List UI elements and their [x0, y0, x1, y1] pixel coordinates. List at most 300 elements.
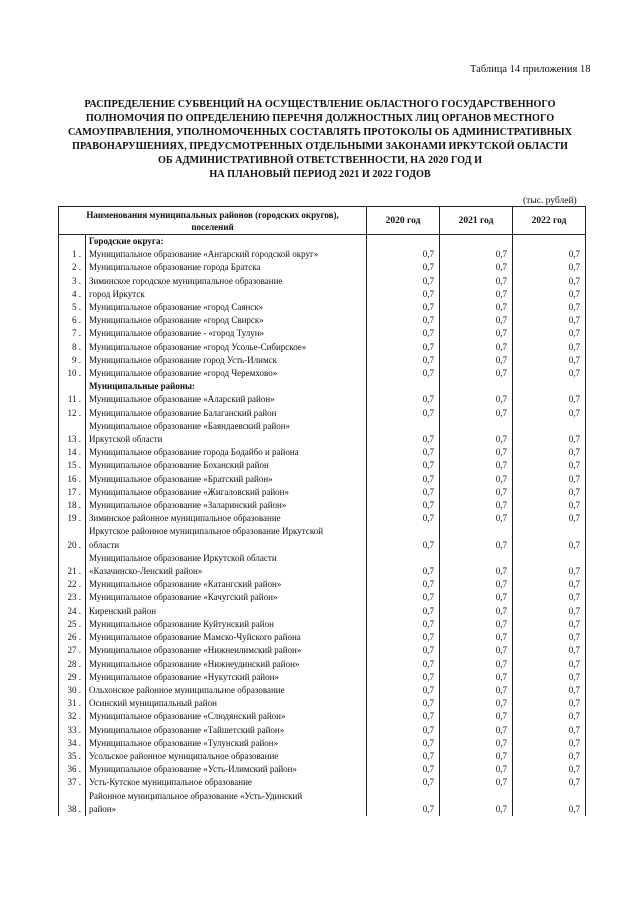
- table-row: [59, 248, 586, 261]
- title-line: ОБ АДМИНИСТРАТИВНОЙ ОТВЕТСТВЕННОСТИ, НА 2020 ГОД И: [157, 155, 483, 166]
- section-title: [86, 380, 367, 393]
- value-2020: 0,7: [367, 591, 440, 604]
- value-2021: 0,7: [440, 552, 513, 578]
- value-2021: [440, 235, 513, 249]
- value-2022: 0,7: [513, 671, 586, 684]
- value-2022: 0,7: [513, 473, 586, 486]
- municipality-name: [86, 301, 367, 314]
- municipality-name-line: район»: [89, 803, 117, 814]
- value-2020: 0,7: [367, 750, 440, 763]
- value-2022: 0,7: [513, 327, 586, 340]
- value-2021: 0,7: [440, 288, 513, 301]
- section-header-row: [59, 380, 586, 393]
- value-2020: 0,7: [367, 261, 440, 274]
- value-2022: 0,7: [513, 658, 586, 671]
- row-number: 11 .: [59, 393, 86, 406]
- value-2021: 0,7: [440, 671, 513, 684]
- municipality-name-line: Муниципальное образование «Слюдянский район»: [89, 711, 286, 722]
- table-row: [59, 446, 586, 459]
- value-2022: 0,7: [513, 578, 586, 591]
- municipality-name-line: Муниципальное образование «Качугский район»: [89, 592, 278, 603]
- value-2020: 0,7: [367, 314, 440, 327]
- value-2021: 0,7: [440, 393, 513, 406]
- municipality-name: [86, 776, 367, 789]
- row-number: 3 .: [59, 275, 86, 288]
- row-number: 10 .: [59, 367, 86, 380]
- value-2020: 0,7: [367, 618, 440, 631]
- municipality-name-line: «Казачинско-Ленский район»: [89, 566, 203, 577]
- municipality-name: [86, 644, 367, 657]
- row-number: 35 .: [59, 750, 86, 763]
- value-2022: 0,7: [513, 631, 586, 644]
- table-row: [59, 512, 586, 525]
- municipality-name: [86, 671, 367, 684]
- municipality-name: [86, 446, 367, 459]
- row-number: 37 .: [59, 776, 86, 789]
- title-line: НА ПЛАНОВЫЙ ПЕРИОД 2021 И 2022 ГОДОВ: [209, 169, 431, 180]
- row-number: 5 .: [59, 301, 86, 314]
- table-header-row: [59, 207, 586, 235]
- subsidy-table: [58, 206, 586, 816]
- value-2020: 0,7: [367, 473, 440, 486]
- value-2021: 0,7: [440, 341, 513, 354]
- municipality-name-line: Муниципальное образование «Жигаловский район»: [89, 486, 289, 497]
- column-header-name-line: Наименования муниципальных районов (городских округов),: [86, 209, 339, 220]
- value-2021: 0,7: [440, 710, 513, 723]
- row-number: 14 .: [59, 446, 86, 459]
- value-2021: 0,7: [440, 605, 513, 618]
- value-2020: 0,7: [367, 486, 440, 499]
- value-2021: 0,7: [440, 473, 513, 486]
- municipality-name-line: Муниципальное образование «Ангарский городской округ»: [89, 249, 319, 260]
- value-2021: 0,7: [440, 763, 513, 776]
- value-2020: 0,7: [367, 552, 440, 578]
- value-2020: 0,7: [367, 697, 440, 710]
- municipality-name: [86, 763, 367, 776]
- value-2022: 0,7: [513, 763, 586, 776]
- table-row: [59, 578, 586, 591]
- value-2020: 0,7: [367, 644, 440, 657]
- value-2021: 0,7: [440, 776, 513, 789]
- municipality-name: [86, 618, 367, 631]
- value-2020: 0,7: [367, 248, 440, 261]
- value-2022: 0,7: [513, 499, 586, 512]
- value-2020: 0,7: [367, 301, 440, 314]
- value-2020: 0,7: [367, 684, 440, 697]
- row-number: [59, 235, 86, 249]
- table-row: [59, 420, 586, 446]
- row-number: 4 .: [59, 288, 86, 301]
- value-2021: 0,7: [440, 301, 513, 314]
- municipality-name-line: Муниципальное образование Боханский район: [89, 460, 269, 471]
- column-header-2022: 2022 год: [513, 207, 586, 235]
- value-2020: 0,7: [367, 776, 440, 789]
- municipality-name: [86, 512, 367, 525]
- municipality-name-line: области: [89, 539, 120, 550]
- value-2020: 0,7: [367, 499, 440, 512]
- row-number: 19 .: [59, 512, 86, 525]
- value-2020: 0,7: [367, 605, 440, 618]
- municipality-name-line: Муниципальное образование «Тайшетский район»: [89, 724, 285, 735]
- value-2020: 0,7: [367, 724, 440, 737]
- document-title: [40, 98, 600, 182]
- municipality-name: [86, 314, 367, 327]
- value-2021: 0,7: [440, 618, 513, 631]
- municipality-name-line: Муниципальные районы:: [89, 381, 196, 392]
- municipality-name-line: Районное муниципальное образование «Усть-Удинский: [89, 790, 303, 801]
- value-2022: 0,7: [513, 644, 586, 657]
- row-number: 13 .: [59, 420, 86, 446]
- table-row: [59, 341, 586, 354]
- municipality-name-line: Муниципальное образование «Братский район»: [89, 473, 273, 484]
- row-number: 2 .: [59, 261, 86, 274]
- value-2022: 0,7: [513, 776, 586, 789]
- municipality-name-line: Муниципальное образование Куйтунский район: [89, 618, 274, 629]
- municipality-name: [86, 552, 367, 578]
- table-row: [59, 499, 586, 512]
- value-2021: 0,7: [440, 275, 513, 288]
- value-2021: 0,7: [440, 420, 513, 446]
- table-row: [59, 393, 586, 406]
- municipality-name: [86, 393, 367, 406]
- value-2022: 0,7: [513, 446, 586, 459]
- row-number: 36 .: [59, 763, 86, 776]
- value-2022: 0,7: [513, 591, 586, 604]
- value-2022: 0,7: [513, 248, 586, 261]
- table-reference: Таблица 14 приложения 18: [470, 64, 591, 75]
- table-row: [59, 407, 586, 420]
- value-2020: [367, 380, 440, 393]
- table-row: [59, 288, 586, 301]
- row-number: 25 .: [59, 618, 86, 631]
- value-2021: 0,7: [440, 407, 513, 420]
- value-2022: 0,7: [513, 737, 586, 750]
- row-number: 20 .: [59, 525, 86, 551]
- row-number: 24 .: [59, 605, 86, 618]
- municipality-name: [86, 420, 367, 446]
- value-2020: [367, 235, 440, 249]
- value-2021: 0,7: [440, 684, 513, 697]
- value-2021: 0,7: [440, 591, 513, 604]
- value-2022: 0,7: [513, 552, 586, 578]
- municipality-name: [86, 525, 367, 551]
- municipality-name: [86, 407, 367, 420]
- municipality-name-line: Муниципальное образование город Усть-Илимск: [89, 354, 278, 365]
- row-number: 15 .: [59, 459, 86, 472]
- table-row: [59, 354, 586, 367]
- value-2020: 0,7: [367, 578, 440, 591]
- value-2021: 0,7: [440, 578, 513, 591]
- municipality-name-line: Усольское районное муниципальное образование: [89, 750, 279, 761]
- value-2021: 0,7: [440, 724, 513, 737]
- value-2022: 0,7: [513, 407, 586, 420]
- column-header-2020: 2020 год: [367, 207, 440, 235]
- table-row: [59, 525, 586, 551]
- municipality-name: [86, 261, 367, 274]
- municipality-name-line: Муниципальное образование «Аларский район»: [89, 394, 275, 405]
- table-row: [59, 644, 586, 657]
- table-row: [59, 671, 586, 684]
- row-number: 22 .: [59, 578, 86, 591]
- value-2022: 0,7: [513, 393, 586, 406]
- units-label: (тыс. рублей): [523, 196, 577, 206]
- table-row: [59, 486, 586, 499]
- municipality-name: [86, 710, 367, 723]
- column-header-name: [59, 207, 367, 235]
- value-2020: 0,7: [367, 525, 440, 551]
- table-row: [59, 618, 586, 631]
- row-number: 12 .: [59, 407, 86, 420]
- municipality-name-line: Зиминское районное муниципальное образование: [89, 513, 281, 524]
- municipality-name: [86, 473, 367, 486]
- table-row: [59, 790, 586, 816]
- municipality-name: [86, 737, 367, 750]
- municipality-name-line: Осинский муниципальный район: [89, 698, 217, 709]
- value-2020: 0,7: [367, 459, 440, 472]
- table-row: [59, 658, 586, 671]
- municipality-name: [86, 459, 367, 472]
- value-2022: [513, 380, 586, 393]
- table-row: [59, 261, 586, 274]
- value-2020: 0,7: [367, 407, 440, 420]
- value-2022: 0,7: [513, 512, 586, 525]
- table-row: [59, 301, 586, 314]
- row-number: 7 .: [59, 327, 86, 340]
- row-number: 17 .: [59, 486, 86, 499]
- table-row: [59, 737, 586, 750]
- value-2021: 0,7: [440, 512, 513, 525]
- value-2020: 0,7: [367, 512, 440, 525]
- table-row: [59, 710, 586, 723]
- municipality-name: [86, 658, 367, 671]
- municipality-name-line: Муниципальное образование «город Усолье-Сибирское»: [89, 341, 307, 352]
- municipality-name-line: Муниципальное образование - «город Тулун»: [89, 328, 265, 339]
- row-number: 33 .: [59, 724, 86, 737]
- value-2022: 0,7: [513, 790, 586, 816]
- value-2022: 0,7: [513, 367, 586, 380]
- column-header-2021: 2021 год: [440, 207, 513, 235]
- row-number: 16 .: [59, 473, 86, 486]
- municipality-name: [86, 354, 367, 367]
- value-2022: 0,7: [513, 420, 586, 446]
- value-2021: [440, 380, 513, 393]
- value-2022: 0,7: [513, 684, 586, 697]
- table-row: [59, 776, 586, 789]
- municipality-name-line: Муниципальное образование города Братска: [89, 262, 261, 273]
- municipality-name-line: Иркутское районное муниципальное образование Иркутской: [89, 526, 324, 537]
- value-2021: 0,7: [440, 367, 513, 380]
- municipality-name: [86, 684, 367, 697]
- value-2020: 0,7: [367, 631, 440, 644]
- value-2022: 0,7: [513, 261, 586, 274]
- value-2022: 0,7: [513, 341, 586, 354]
- municipality-name: [86, 591, 367, 604]
- row-number: 27 .: [59, 644, 86, 657]
- value-2022: 0,7: [513, 314, 586, 327]
- value-2020: 0,7: [367, 737, 440, 750]
- value-2020: 0,7: [367, 658, 440, 671]
- value-2021: 0,7: [440, 327, 513, 340]
- value-2021: 0,7: [440, 750, 513, 763]
- municipality-name-line: Муниципальное образование «Нукутский район»: [89, 671, 279, 682]
- municipality-name: [86, 724, 367, 737]
- value-2022: 0,7: [513, 354, 586, 367]
- municipality-name-line: Муниципальное образование «Заларинский район»: [89, 500, 287, 511]
- value-2021: 0,7: [440, 486, 513, 499]
- municipality-name-line: Ольхонское районное муниципальное образование: [89, 684, 285, 695]
- municipality-name-line: Киренский район: [89, 605, 157, 616]
- municipality-name-line: Муниципальное образование «Баяндаевский район»: [89, 420, 291, 431]
- value-2021: 0,7: [440, 658, 513, 671]
- table-row: [59, 750, 586, 763]
- municipality-name-line: Муниципальное образование «Нижнеилимский район»: [89, 645, 302, 656]
- section-title: [86, 235, 367, 249]
- value-2022: 0,7: [513, 275, 586, 288]
- value-2021: 0,7: [440, 644, 513, 657]
- value-2020: 0,7: [367, 710, 440, 723]
- municipality-name-line: Муниципальное образование «Нижнеудинский район»: [89, 658, 300, 669]
- row-number: 34 .: [59, 737, 86, 750]
- municipality-name-line: Муниципальное образование Иркутской области: [89, 552, 277, 563]
- value-2021: 0,7: [440, 459, 513, 472]
- table-row: [59, 697, 586, 710]
- row-number: 21 .: [59, 552, 86, 578]
- municipality-name: [86, 605, 367, 618]
- municipality-name: [86, 367, 367, 380]
- municipality-name: [86, 486, 367, 499]
- table-row: [59, 327, 586, 340]
- municipality-name-line: Муниципальное образование «город Черемхово»: [89, 368, 278, 379]
- value-2021: 0,7: [440, 697, 513, 710]
- table-row: [59, 367, 586, 380]
- table-row: [59, 724, 586, 737]
- value-2020: 0,7: [367, 275, 440, 288]
- value-2022: 0,7: [513, 459, 586, 472]
- table-row: [59, 631, 586, 644]
- value-2021: 0,7: [440, 499, 513, 512]
- municipality-name-line: Муниципальное образование Балаганский район: [89, 407, 277, 418]
- municipality-name-line: Муниципальное образование Мамско-Чуйского района: [89, 632, 301, 643]
- title-line: ПРАВОНАРУШЕНИЯХ, ПРЕДУСМОТРЕННЫХ ОТДЕЛЬНЫМИ ЗАКОНАМИ ИРКУТСКОЙ ОБЛАСТИ: [72, 141, 568, 152]
- value-2022: 0,7: [513, 750, 586, 763]
- row-number: 9 .: [59, 354, 86, 367]
- value-2022: 0,7: [513, 288, 586, 301]
- municipality-name-line: Муниципальное образование «Катангский район»: [89, 579, 282, 590]
- value-2020: 0,7: [367, 420, 440, 446]
- title-line: РАСПРЕДЕЛЕНИЕ СУБВЕНЦИЙ НА ОСУЩЕСТВЛЕНИЕ ОБЛАСТНОГО ГОСУДАРСТВЕННОГО: [84, 99, 556, 110]
- row-number: 6 .: [59, 314, 86, 327]
- value-2021: 0,7: [440, 631, 513, 644]
- row-number: 28 .: [59, 658, 86, 671]
- value-2020: 0,7: [367, 367, 440, 380]
- row-number: 30 .: [59, 684, 86, 697]
- table-row: [59, 275, 586, 288]
- row-number: 26 .: [59, 631, 86, 644]
- table-row: [59, 763, 586, 776]
- table-row: [59, 591, 586, 604]
- row-number: 29 .: [59, 671, 86, 684]
- table-row: [59, 684, 586, 697]
- value-2022: 0,7: [513, 724, 586, 737]
- value-2020: 0,7: [367, 393, 440, 406]
- municipality-name: [86, 578, 367, 591]
- value-2022: 0,7: [513, 525, 586, 551]
- title-line: САМОУПРАВЛЕНИЯ, УПОЛНОМОЧЕННЫХ СОСТАВЛЯТЬ ПРОТОКОЛЫ ОБ АДМИНИСТРАТИВНЫХ: [68, 127, 572, 138]
- value-2020: 0,7: [367, 671, 440, 684]
- value-2022: 0,7: [513, 697, 586, 710]
- municipality-name-line: Муниципальное образование города Бодайбо и района: [89, 447, 299, 458]
- municipality-name: [86, 631, 367, 644]
- municipality-name-line: Зиминское городское муниципальное образование: [89, 275, 283, 286]
- column-header-name-line: поселений: [191, 221, 234, 232]
- value-2020: 0,7: [367, 790, 440, 816]
- value-2021: 0,7: [440, 790, 513, 816]
- row-number: 18 .: [59, 499, 86, 512]
- municipality-name: [86, 327, 367, 340]
- row-number: 32 .: [59, 710, 86, 723]
- value-2021: 0,7: [440, 446, 513, 459]
- row-number: 1 .: [59, 248, 86, 261]
- value-2022: 0,7: [513, 301, 586, 314]
- row-number: 23 .: [59, 591, 86, 604]
- value-2021: 0,7: [440, 261, 513, 274]
- municipality-name-line: Иркутской области: [89, 434, 163, 445]
- municipality-name-line: Муниципальное образование «город Саянск»: [89, 302, 264, 313]
- value-2022: 0,7: [513, 618, 586, 631]
- row-number: 38 .: [59, 790, 86, 816]
- value-2021: 0,7: [440, 248, 513, 261]
- row-number: [59, 380, 86, 393]
- municipality-name-line: Муниципальное образование «Усть-Илимский район»: [89, 764, 297, 775]
- section-header-row: [59, 235, 586, 249]
- value-2021: 0,7: [440, 737, 513, 750]
- value-2020: 0,7: [367, 327, 440, 340]
- municipality-name: [86, 248, 367, 261]
- municipality-name-line: город Иркутск: [89, 288, 145, 299]
- municipality-name-line: Усть-Кутское муниципальное образование: [89, 777, 252, 788]
- municipality-name: [86, 697, 367, 710]
- value-2020: 0,7: [367, 341, 440, 354]
- table-row: [59, 314, 586, 327]
- value-2022: 0,7: [513, 486, 586, 499]
- value-2021: 0,7: [440, 525, 513, 551]
- value-2021: 0,7: [440, 354, 513, 367]
- municipality-name: [86, 275, 367, 288]
- value-2022: [513, 235, 586, 249]
- municipality-name-line: Городские округа:: [89, 236, 164, 246]
- municipality-name: [86, 341, 367, 354]
- value-2020: 0,7: [367, 288, 440, 301]
- municipality-name: [86, 750, 367, 763]
- municipality-name-line: Муниципальное образование «Тулунский район»: [89, 737, 279, 748]
- table-row: [59, 459, 586, 472]
- value-2021: 0,7: [440, 314, 513, 327]
- value-2020: 0,7: [367, 763, 440, 776]
- table-row: [59, 552, 586, 578]
- row-number: 31 .: [59, 697, 86, 710]
- value-2020: 0,7: [367, 354, 440, 367]
- table-row: [59, 473, 586, 486]
- municipality-name-line: Муниципальное образование «город Свирск»: [89, 315, 264, 326]
- municipality-name: [86, 499, 367, 512]
- title-line: ПОЛНОМОЧИЯ ПО ОПРЕДЕЛЕНИЮ ПЕРЕЧНЯ ДОЛЖНОСТНЫХ ЛИЦ ОРГАНОВ МЕСТНОГО: [85, 113, 555, 124]
- municipality-name: [86, 288, 367, 301]
- value-2022: 0,7: [513, 605, 586, 618]
- value-2020: 0,7: [367, 446, 440, 459]
- table-row: [59, 605, 586, 618]
- value-2022: 0,7: [513, 710, 586, 723]
- municipality-name: [86, 790, 367, 816]
